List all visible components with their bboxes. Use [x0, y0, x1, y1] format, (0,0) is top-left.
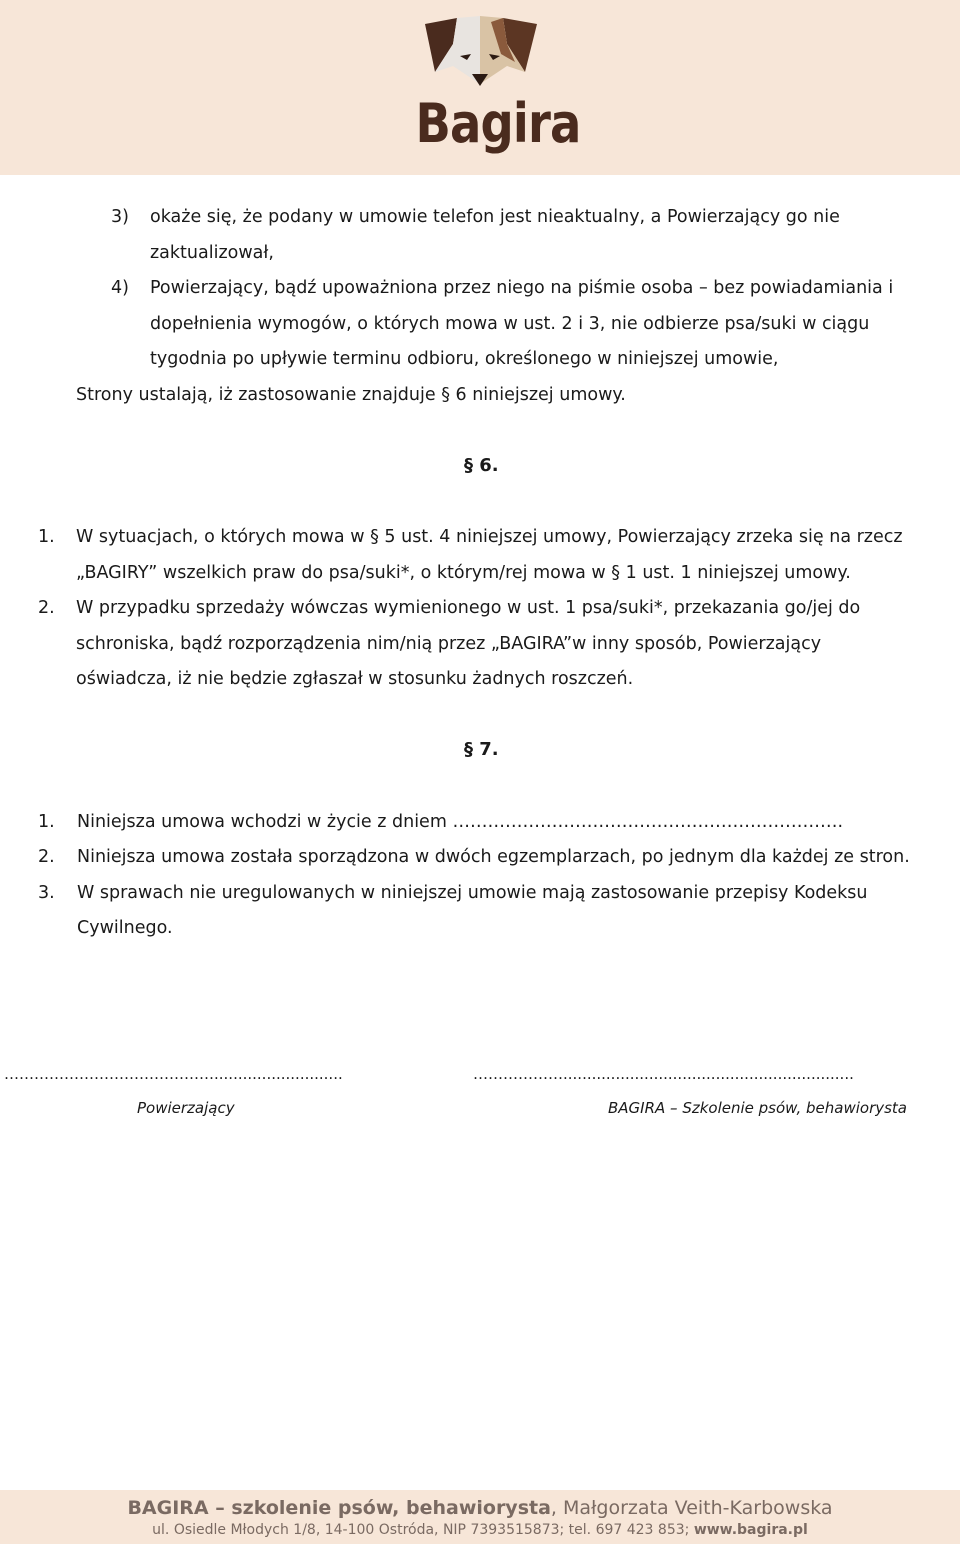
bagira-logo — [405, 14, 581, 164]
list-item-text: W przypadku sprzedaży wówczas wymienionego w ust. 1 psa/suki*, przekazania go/jej do — [76, 598, 861, 618]
list-item-text: schroniska, bądź rozporządzenia nim/nią przez „BAGIRA”w inny sposób, Powierzający — [76, 634, 822, 654]
list-item-number: 1. — [38, 812, 55, 832]
list-item-text: dopełnienia wymogów, o których mowa w ust. 2 i 3, nie odbierze psa/suki w ciągu — [150, 314, 870, 334]
section-heading: § 7. — [464, 739, 499, 760]
footer-website-link[interactable]: www.bagira.pl — [693, 1522, 808, 1538]
signature-line-right: ………………............................................................. — [473, 1065, 854, 1083]
list-item-number: 2. — [38, 847, 55, 867]
list-item-text: oświadcza, iż nie będzie zgłaszał w stosunku żadnych roszczeń. — [76, 669, 634, 689]
footer-address — [0, 1522, 960, 1538]
list-item-text: Niniejsza umowa wchodzi w życie z dniem …………………………………………………………. — [77, 812, 844, 832]
list-item-number: 4) — [111, 278, 129, 298]
signature-label-left: Powierzający — [137, 1099, 235, 1117]
footer-address-text: ul. Osiedle Młodych 1/8, 14-100 Ostróda, NIP 7393515873; tel. 697 423 853; — [152, 1522, 694, 1538]
logo-text: Bagira — [415, 92, 581, 155]
list-item-text: Cywilnego. — [77, 918, 173, 938]
list-item-text: zaktualizował, — [150, 243, 274, 263]
list-item-number: 3) — [111, 207, 129, 227]
list-item-text: okaże się, że podany w umowie telefon jest nieaktualny, a Powierzający go nie — [150, 207, 840, 227]
list-item-number: 2. — [38, 598, 55, 618]
list-item-text: W sytuacjach, o których mowa w § 5 ust. 4 niniejszej umowy, Powierzający zrzeka się na rzecz — [76, 527, 903, 547]
list-item-number: 1. — [38, 527, 55, 547]
footer-company-name: BAGIRA – szkolenie psów, behawiorysta — [127, 1497, 551, 1519]
footer-company — [0, 1497, 960, 1519]
list-item-text: Powierzający, bądź upoważniona przez niego na piśmie osoba – bez powiadamiania i — [150, 278, 894, 298]
list-item-number: 3. — [38, 883, 55, 903]
dog-head-icon — [405, 14, 555, 94]
list-item-text: Niniejsza umowa została sporządzona w dwóch egzemplarzach, po jednym dla każdej ze stron. — [77, 847, 910, 867]
signature-label-right: BAGIRA – Szkolenie psów, behawiorysta — [608, 1099, 907, 1117]
list-item-text: W sprawach nie uregulowanych w niniejszej umowie mają zastosowanie przepisy Kodeksu — [77, 883, 868, 903]
list-item-text: „BAGIRY” wszelkich praw do psa/suki*, o którym/rej mowa w § 1 ust. 1 niniejszej umowy. — [76, 563, 851, 583]
signature-line-left: ……………………………………........................... — [4, 1065, 343, 1083]
section-heading: § 6. — [464, 455, 499, 476]
list-item-text: tygodnia po upływie terminu odbioru, określonego w niniejszej umowie, — [150, 349, 779, 369]
footer-owner: , Małgorzata Veith-Karbowska — [550, 1497, 833, 1519]
closing-sentence: Strony ustalają, iż zastosowanie znajduje § 6 niniejszej umowy. — [76, 385, 626, 405]
